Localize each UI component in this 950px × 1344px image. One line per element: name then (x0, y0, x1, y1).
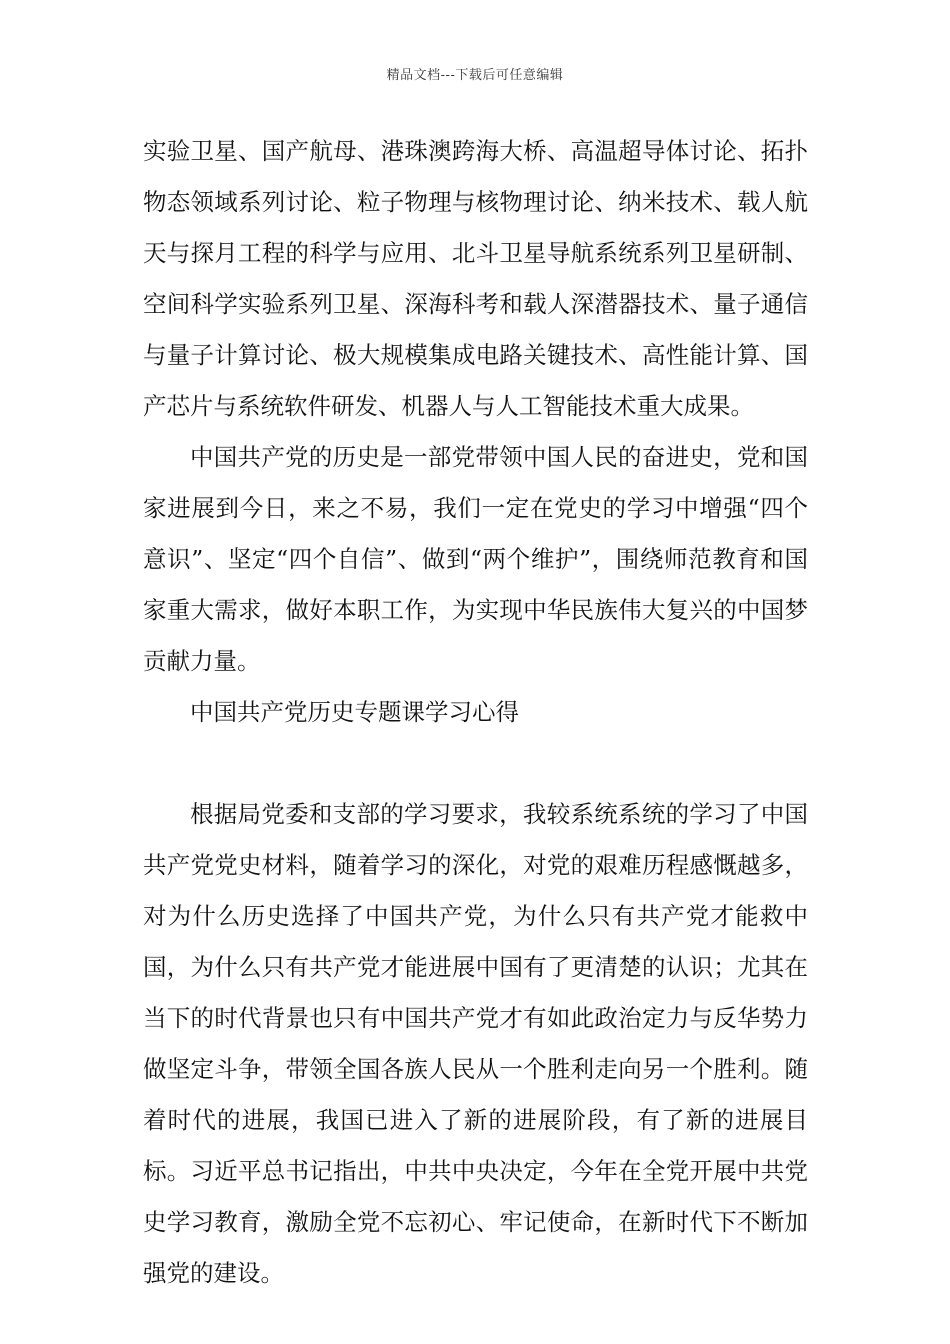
document-body (143, 126, 808, 1299)
paragraph-achievements: 实验卫星、国产航母、港珠澳跨海大桥、高温超导体讨论、拓扑物态领域系列讨论、粒子物理与核物理讨论、纳米技术、载人航天与探月工程的科学与应用、北斗卫星导航系统系列卫星研制、空间科学实验系列卫星、深海科考和载人深潜器技术、量子通信与量子计算讨论、极大规模集成电路关键技术、高性能计算、国产芯片与系统软件研发、机器人与人工智能技术重大成果。 (143, 137, 808, 420)
page-header: 精品文档---下载后可任意编辑 (386, 68, 564, 83)
paragraph-party-history: 中国共产党的历史是一部党带领中国人民的奋进史，党和国家进展到今日，来之不易，我们一定在党史的学习中增强“四个意识”、坚定“四个自信”、做到“两个维护”，围绕师范教育和国家重大需求，做好本职工作，为实现中华民族伟大复兴的中国梦贡献力量。 (143, 443, 808, 675)
section-title: 中国共产党历史专题课学习心得 (190, 698, 519, 726)
blank-line (143, 738, 808, 789)
paragraph-study-reflection: 根据局党委和支部的学习要求，我较系统系统的学习了中国共产党党史材料，随着学习的深化，对党的艰难历程感慨越多，对为什么历史选择了中国共产党，为什么只有共产党才能救中国，为什么只有共产党才能进展中国有了更清楚的认识；尤其在当下的时代背景也只有中国共产党才有如此政治定力与反华势力做坚定斗争，带领全国各族人民从一个胜利走向另一个胜利。随着时代的进展，我国已进入了新的进展阶段，有了新的进展目标。习近平总书记指出，中共中央决定，今年在全党开展中共党史学习教育，激励全党不忘初心、牢记使命，在新时代下不断加强党的建设。 (143, 800, 808, 1287)
